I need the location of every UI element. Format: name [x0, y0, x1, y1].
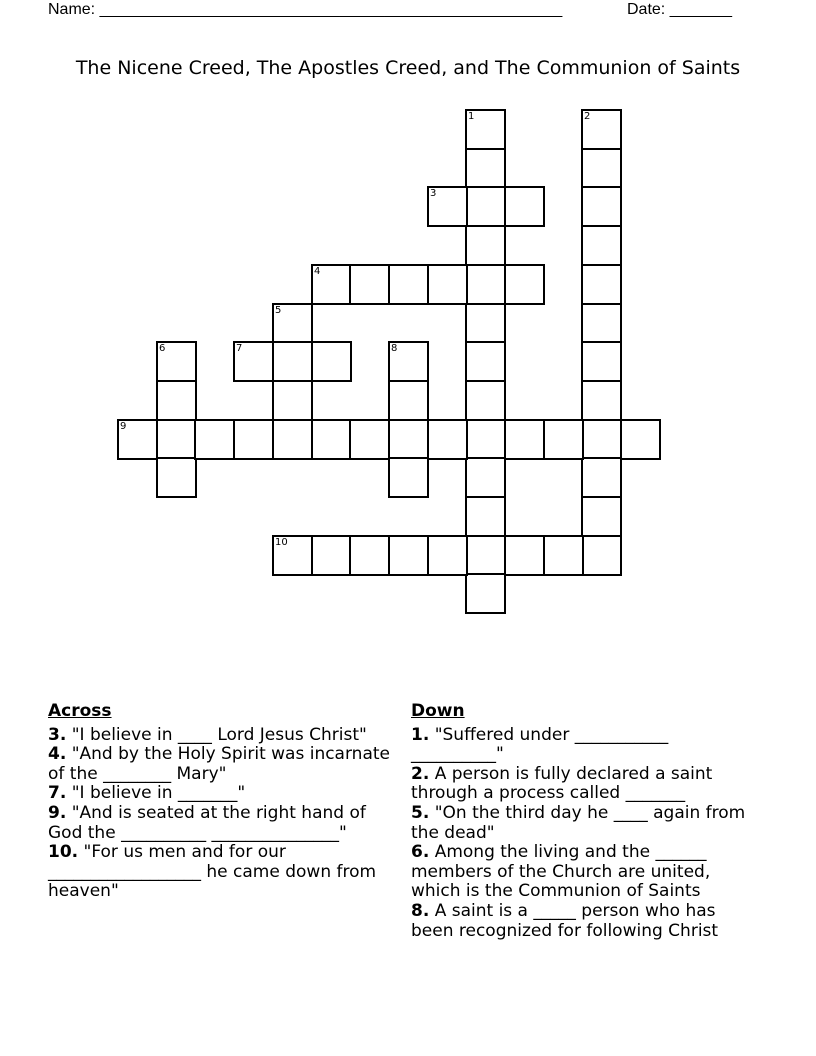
clue-number: 10: [275, 537, 288, 548]
clue-number: 2: [584, 111, 591, 122]
grid-cell[interactable]: [581, 109, 622, 150]
clue-number: 8: [391, 343, 398, 354]
grid-cell[interactable]: [233, 419, 274, 460]
grid-cell[interactable]: [465, 496, 506, 537]
clue-number: 3: [430, 188, 437, 199]
grid-cell[interactable]: [388, 419, 429, 460]
grid-cell[interactable]: [581, 380, 622, 421]
grid-cell[interactable]: [465, 186, 506, 227]
grid-cell[interactable]: [465, 419, 506, 460]
grid-cell[interactable]: [581, 264, 622, 305]
across-heading: Across: [48, 701, 112, 721]
clue-number: 4: [314, 266, 321, 277]
grid-cell[interactable]: [504, 419, 545, 460]
grid-cell[interactable]: [465, 457, 506, 498]
grid-cell[interactable]: [349, 535, 390, 576]
grid-cell[interactable]: [465, 380, 506, 421]
grid-cell[interactable]: [233, 341, 274, 382]
clue-down-2: 2. A person is fully declared a saint through a process called _______: [411, 763, 713, 804]
clue-down-1: 1. "Suffered under ___________ __________": [411, 724, 669, 765]
grid-cell[interactable]: [581, 303, 622, 344]
grid-cell[interactable]: [465, 109, 506, 150]
grid-cell[interactable]: [465, 148, 506, 189]
grid-cell[interactable]: [581, 419, 622, 460]
name-field-label: Name: ____________________________________________________: [48, 1, 563, 18]
grid-cell[interactable]: [581, 496, 622, 537]
clue-number: 9: [120, 421, 127, 432]
grid-cell[interactable]: [156, 341, 197, 382]
grid-cell[interactable]: [427, 535, 468, 576]
grid-cell[interactable]: [156, 457, 197, 498]
grid-cell[interactable]: [272, 303, 313, 344]
clue-across-4: 4. "And by the Holy Spirit was incarnate of the ________ Mary": [48, 744, 390, 784]
page-title: The Nicene Creed, The Apostles Creed, and The Communion of Saints: [75, 57, 741, 79]
clue-number: 5: [275, 305, 282, 316]
clue-number: 1: [468, 111, 475, 122]
grid-cell[interactable]: [194, 419, 235, 460]
grid-cell[interactable]: [465, 303, 506, 344]
grid-cell[interactable]: [427, 264, 468, 305]
grid-cell[interactable]: [349, 264, 390, 305]
grid-cell[interactable]: [388, 457, 429, 498]
down-heading: Down: [411, 701, 465, 721]
grid-cell[interactable]: [620, 419, 661, 460]
grid-cell[interactable]: [581, 457, 622, 498]
grid-cell[interactable]: [465, 225, 506, 266]
clue-across-9: 9. "And is seated at the right hand of God the __________ _______________": [48, 802, 366, 843]
grid-cell[interactable]: [465, 341, 506, 382]
down-clues: [411, 702, 751, 941]
grid-cell[interactable]: [581, 341, 622, 382]
date-field-label: Date: _______: [627, 1, 732, 18]
across-clues: [48, 702, 398, 902]
grid-cell[interactable]: [543, 535, 584, 576]
grid-cell[interactable]: [272, 341, 313, 382]
grid-cell[interactable]: [504, 186, 545, 227]
grid-cell[interactable]: [311, 341, 352, 382]
clue-across-10: 10. "For us men and for our __________________ he came down from heaven": [48, 842, 377, 902]
grid-cell[interactable]: [349, 419, 390, 460]
grid-cell[interactable]: [311, 419, 352, 460]
grid-cell[interactable]: [272, 380, 313, 421]
grid-cell[interactable]: [156, 419, 197, 460]
grid-cell[interactable]: [156, 380, 197, 421]
grid-cell[interactable]: [311, 264, 352, 305]
grid-cell[interactable]: [581, 225, 622, 266]
grid-cell[interactable]: [311, 535, 352, 576]
grid-cell[interactable]: [581, 148, 622, 189]
grid-cell[interactable]: [543, 419, 584, 460]
grid-cell[interactable]: [388, 535, 429, 576]
grid-cell[interactable]: [465, 264, 506, 305]
clue-across-7: 7. "I believe in _______": [48, 783, 246, 804]
grid-cell[interactable]: [504, 535, 545, 576]
grid-cell[interactable]: [388, 264, 429, 305]
clue-across-3: 3. "I believe in ____ Lord Jesus Christ": [48, 724, 367, 745]
grid-cell[interactable]: [427, 419, 468, 460]
clue-number: 7: [236, 343, 243, 354]
grid-cell[interactable]: [272, 419, 313, 460]
grid-cell[interactable]: [581, 186, 622, 227]
grid-cell[interactable]: [465, 535, 506, 576]
clue-down-6: 6. Among the living and the ______ members of the Church are united, which is the Communion of Saints: [411, 842, 711, 902]
grid-cell[interactable]: [581, 535, 622, 576]
clue-down-5: 5. "On the third day he ____ again from the dead": [411, 802, 746, 843]
grid-cell[interactable]: [388, 341, 429, 382]
grid-cell[interactable]: [272, 535, 313, 576]
grid-cell[interactable]: [388, 380, 429, 421]
grid-cell[interactable]: [427, 186, 468, 227]
clue-down-8: 8. A saint is a _____ person who has been recognized for following Christ: [411, 900, 719, 941]
clue-number: 6: [159, 343, 166, 354]
grid-cell[interactable]: [504, 264, 545, 305]
grid-cell[interactable]: [117, 419, 158, 460]
grid-cell[interactable]: [465, 573, 506, 614]
